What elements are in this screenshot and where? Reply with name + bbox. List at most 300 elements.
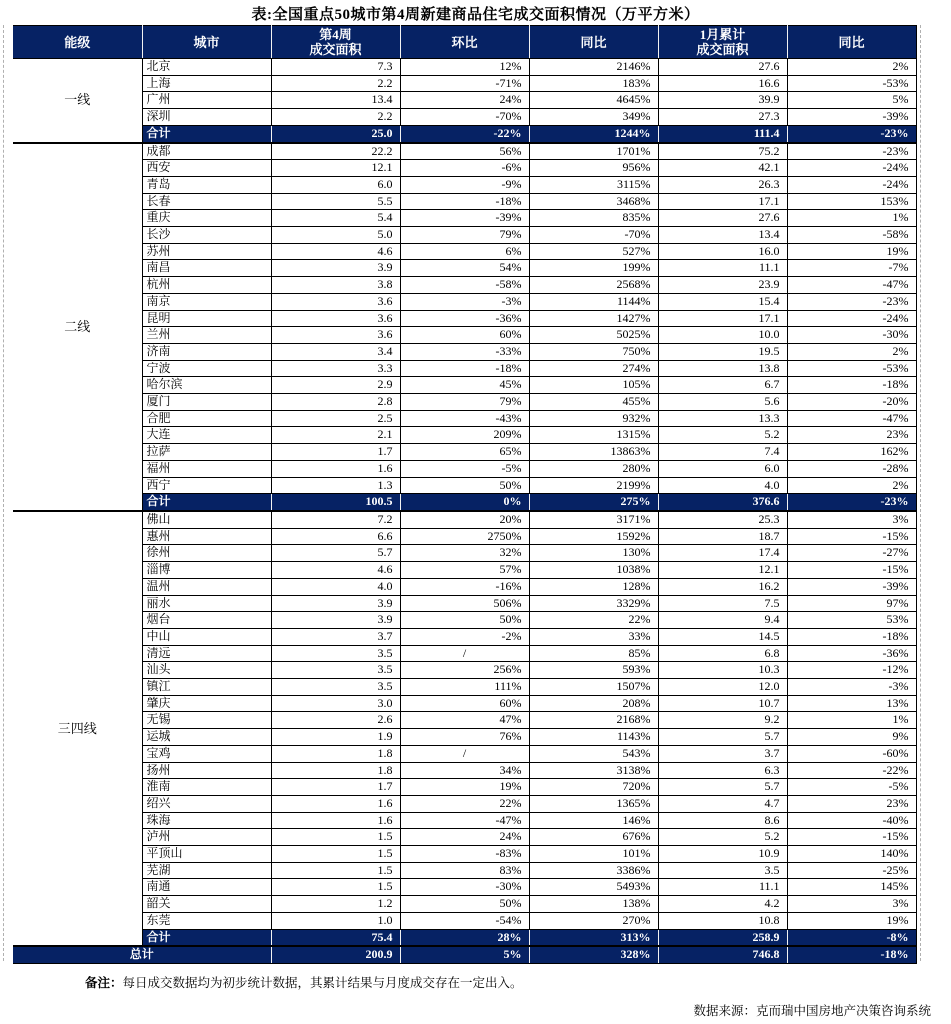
cum-yoy-cell: 1% (787, 712, 916, 729)
week-area-cell: 22.2 (271, 143, 400, 160)
yoy-cell: 3329% (529, 595, 658, 612)
yoy-cell: 280% (529, 460, 658, 477)
wow-cell: -39% (400, 210, 529, 227)
cum-area-cell: 5.7 (658, 779, 787, 796)
cum-yoy-cell: 5% (787, 92, 916, 109)
table-row (13, 427, 916, 444)
yoy-cell: 3386% (529, 862, 658, 879)
week-area-cell: 1.5 (271, 846, 400, 863)
table-row (13, 779, 916, 796)
grand-total-wow-cell: 5% (400, 946, 529, 963)
wow-cell: 47% (400, 712, 529, 729)
week-area-cell: 1.7 (271, 444, 400, 461)
cum-yoy-cell: -20% (787, 394, 916, 411)
city-cell: 温州 (142, 578, 271, 595)
wow-cell: 24% (400, 92, 529, 109)
cum-yoy-cell: 3% (787, 511, 916, 528)
wow-cell: -2% (400, 628, 529, 645)
wow-cell: 19% (400, 779, 529, 796)
week-area-cell: 13.4 (271, 92, 400, 109)
city-cell: 广州 (142, 92, 271, 109)
wow-cell: 79% (400, 227, 529, 244)
yoy-cell: 2199% (529, 477, 658, 494)
cum-yoy-cell: 153% (787, 193, 916, 210)
city-cell: 厦门 (142, 394, 271, 411)
cum-yoy-cell: 2% (787, 477, 916, 494)
table-row (13, 243, 916, 260)
city-cell: 淄博 (142, 562, 271, 579)
wow-cell: 50% (400, 612, 529, 629)
city-cell: 长沙 (142, 227, 271, 244)
yoy-cell: 146% (529, 812, 658, 829)
cum-yoy-cell: -39% (787, 109, 916, 126)
grand-total-label: 总计 (13, 946, 271, 963)
week-area-cell: 5.7 (271, 545, 400, 562)
table-row (13, 862, 916, 879)
cum-area-cell: 19.5 (658, 343, 787, 360)
wow-cell: 506% (400, 595, 529, 612)
yoy-cell: 199% (529, 260, 658, 277)
cum-area-cell: 5.2 (658, 427, 787, 444)
grand-total-row (13, 946, 916, 963)
table-row (13, 795, 916, 812)
wow-cell: / (400, 745, 529, 762)
yoy-cell: 3115% (529, 176, 658, 193)
subtotal-cum-area-cell: 258.9 (658, 929, 787, 946)
city-cell: 肇庆 (142, 695, 271, 712)
week-area-cell: 1.6 (271, 795, 400, 812)
week-area-cell: 2.8 (271, 394, 400, 411)
header-week-area-line2: 成交面积 (309, 42, 362, 57)
week-area-cell: 1.5 (271, 829, 400, 846)
week-area-cell: 2.5 (271, 410, 400, 427)
week-area-cell: 4.6 (271, 562, 400, 579)
table-row (13, 477, 916, 494)
yoy-cell: 138% (529, 896, 658, 913)
header-week-area (271, 26, 400, 59)
table-row (13, 595, 916, 612)
table-row (13, 160, 916, 177)
week-area-cell: 3.5 (271, 645, 400, 662)
cum-yoy-cell: 3% (787, 896, 916, 913)
subtotal-wow-cell: 0% (400, 494, 529, 511)
cum-area-cell: 5.7 (658, 729, 787, 746)
cum-area-cell: 3.7 (658, 745, 787, 762)
week-area-cell: 5.0 (271, 227, 400, 244)
subtotal-cum-yoy-cell: -23% (787, 125, 916, 142)
table-row (13, 879, 916, 896)
city-cell: 长春 (142, 193, 271, 210)
cum-yoy-cell: 2% (787, 59, 916, 76)
cum-yoy-cell: -15% (787, 528, 916, 545)
table-row (13, 75, 916, 92)
yoy-cell: 2168% (529, 712, 658, 729)
cum-area-cell: 5.6 (658, 394, 787, 411)
cum-area-cell: 42.1 (658, 160, 787, 177)
cum-area-cell: 15.4 (658, 293, 787, 310)
cum-area-cell: 16.2 (658, 578, 787, 595)
wow-cell: 50% (400, 477, 529, 494)
wow-cell: -6% (400, 160, 529, 177)
wow-cell: -70% (400, 109, 529, 126)
week-area-cell: 3.6 (271, 293, 400, 310)
wow-cell: 54% (400, 260, 529, 277)
wow-cell: -47% (400, 812, 529, 829)
header-week-area-line1: 第4周 (319, 27, 352, 42)
wow-cell: -58% (400, 277, 529, 294)
table-row (13, 829, 916, 846)
wow-cell: 209% (400, 427, 529, 444)
city-cell: 深圳 (142, 109, 271, 126)
cum-yoy-cell: 2% (787, 343, 916, 360)
yoy-cell: 593% (529, 662, 658, 679)
city-cell: 南昌 (142, 260, 271, 277)
city-cell: 南通 (142, 879, 271, 896)
grand-total-yoy-cell: 328% (529, 946, 658, 963)
yoy-cell: 1315% (529, 427, 658, 444)
cum-area-cell: 16.6 (658, 75, 787, 92)
yoy-cell: 101% (529, 846, 658, 863)
cum-yoy-cell: -53% (787, 360, 916, 377)
week-area-cell: 3.7 (271, 628, 400, 645)
table-row (13, 846, 916, 863)
wow-cell: -30% (400, 879, 529, 896)
week-area-cell: 1.6 (271, 812, 400, 829)
cum-yoy-cell: -23% (787, 293, 916, 310)
wow-cell: 34% (400, 762, 529, 779)
city-cell: 哈尔滨 (142, 377, 271, 394)
city-cell: 烟台 (142, 612, 271, 629)
yoy-cell: 1365% (529, 795, 658, 812)
tier-cell: 一线 (13, 59, 142, 143)
cum-yoy-cell: -15% (787, 562, 916, 579)
cum-yoy-cell: 23% (787, 795, 916, 812)
cum-yoy-cell: -27% (787, 545, 916, 562)
city-cell: 中山 (142, 628, 271, 645)
city-cell: 大连 (142, 427, 271, 444)
table-row (13, 59, 916, 76)
cum-yoy-cell: -5% (787, 779, 916, 796)
cum-yoy-cell: -3% (787, 679, 916, 696)
week-area-cell: 3.8 (271, 277, 400, 294)
table-row (13, 109, 916, 126)
yoy-cell: 932% (529, 410, 658, 427)
wow-cell: 60% (400, 695, 529, 712)
yoy-cell: 1507% (529, 679, 658, 696)
header-cum-area-line1: 1月累计 (699, 27, 746, 42)
yoy-cell: 130% (529, 545, 658, 562)
yoy-cell: 527% (529, 243, 658, 260)
wow-cell: -18% (400, 193, 529, 210)
yoy-cell: 835% (529, 210, 658, 227)
wow-cell: 76% (400, 729, 529, 746)
cum-area-cell: 39.9 (658, 92, 787, 109)
wow-cell: 2750% (400, 528, 529, 545)
table-row (13, 394, 916, 411)
cum-yoy-cell: -39% (787, 578, 916, 595)
cum-area-cell: 12.0 (658, 679, 787, 696)
cum-yoy-cell: 9% (787, 729, 916, 746)
cum-area-cell: 3.5 (658, 862, 787, 879)
table-header (13, 26, 916, 59)
table-row (13, 679, 916, 696)
city-cell: 福州 (142, 460, 271, 477)
cum-area-cell: 10.9 (658, 846, 787, 863)
cum-yoy-cell: -24% (787, 310, 916, 327)
cum-area-cell: 17.4 (658, 545, 787, 562)
wow-cell: 79% (400, 394, 529, 411)
week-area-cell: 4.6 (271, 243, 400, 260)
yoy-cell: 183% (529, 75, 658, 92)
yoy-cell: 274% (529, 360, 658, 377)
cum-yoy-cell: -15% (787, 829, 916, 846)
subtotal-cum-area-cell: 111.4 (658, 125, 787, 142)
cum-area-cell: 23.9 (658, 277, 787, 294)
cum-area-cell: 4.7 (658, 795, 787, 812)
city-cell: 丽水 (142, 595, 271, 612)
cum-area-cell: 16.0 (658, 243, 787, 260)
wow-cell: -3% (400, 293, 529, 310)
table-row (13, 712, 916, 729)
cum-yoy-cell: -25% (787, 862, 916, 879)
yoy-cell: 1701% (529, 143, 658, 160)
subtotal-cum-yoy-cell: -8% (787, 929, 916, 946)
tier-cell: 二线 (13, 143, 142, 511)
yoy-cell: 2568% (529, 277, 658, 294)
city-cell: 宝鸡 (142, 745, 271, 762)
subtotal-cum-yoy-cell: -23% (787, 494, 916, 511)
week-area-cell: 2.2 (271, 75, 400, 92)
table-row (13, 260, 916, 277)
table-row (13, 410, 916, 427)
table-row (13, 92, 916, 109)
table-row (13, 277, 916, 294)
cum-yoy-cell: -47% (787, 277, 916, 294)
header-cum-area-line2: 成交面积 (696, 42, 749, 57)
week-area-cell: 12.1 (271, 160, 400, 177)
wow-cell: 56% (400, 143, 529, 160)
yoy-cell: 22% (529, 612, 658, 629)
table-row (13, 360, 916, 377)
wow-cell: -83% (400, 846, 529, 863)
cum-area-cell: 17.1 (658, 193, 787, 210)
cum-yoy-cell: 19% (787, 243, 916, 260)
table-row (13, 327, 916, 344)
cum-area-cell: 8.6 (658, 812, 787, 829)
week-area-cell: 5.4 (271, 210, 400, 227)
wow-cell: 111% (400, 679, 529, 696)
cum-yoy-cell: -7% (787, 260, 916, 277)
subtotal-row (13, 929, 916, 946)
wow-cell: 12% (400, 59, 529, 76)
header-cum-area (658, 26, 787, 59)
week-area-cell: 3.4 (271, 343, 400, 360)
week-area-cell: 1.8 (271, 745, 400, 762)
table-row (13, 562, 916, 579)
wow-cell: -5% (400, 460, 529, 477)
cum-area-cell: 27.6 (658, 59, 787, 76)
cum-area-cell: 13.4 (658, 227, 787, 244)
cum-yoy-cell: -30% (787, 327, 916, 344)
cum-yoy-cell: -12% (787, 662, 916, 679)
cum-area-cell: 18.7 (658, 528, 787, 545)
week-area-cell: 5.5 (271, 193, 400, 210)
week-area-cell: 1.9 (271, 729, 400, 746)
city-cell: 昆明 (142, 310, 271, 327)
cum-yoy-cell: -22% (787, 762, 916, 779)
grand-total-week-area-cell: 200.9 (271, 946, 400, 963)
table-row (13, 545, 916, 562)
week-area-cell: 3.0 (271, 695, 400, 712)
week-area-cell: 1.5 (271, 879, 400, 896)
table-row (13, 762, 916, 779)
cum-area-cell: 7.4 (658, 444, 787, 461)
week-area-cell: 4.0 (271, 578, 400, 595)
cum-area-cell: 10.7 (658, 695, 787, 712)
table-row (13, 812, 916, 829)
yoy-cell: 349% (529, 109, 658, 126)
city-cell: 佛山 (142, 511, 271, 528)
yoy-cell: 455% (529, 394, 658, 411)
yoy-cell: 3468% (529, 193, 658, 210)
cum-area-cell: 6.7 (658, 377, 787, 394)
cum-area-cell: 25.3 (658, 511, 787, 528)
city-cell: 泸州 (142, 829, 271, 846)
cum-area-cell: 11.1 (658, 260, 787, 277)
yoy-cell: 3171% (529, 511, 658, 528)
yoy-cell: 750% (529, 343, 658, 360)
week-area-cell: 3.6 (271, 327, 400, 344)
wow-cell: -33% (400, 343, 529, 360)
yoy-cell: 676% (529, 829, 658, 846)
week-area-cell: 1.6 (271, 460, 400, 477)
subtotal-wow-cell: -22% (400, 125, 529, 142)
wow-cell: -71% (400, 75, 529, 92)
table-row (13, 896, 916, 913)
cum-area-cell: 10.3 (658, 662, 787, 679)
subtotal-yoy-cell: 1244% (529, 125, 658, 142)
wow-cell: -36% (400, 310, 529, 327)
cum-area-cell: 75.2 (658, 143, 787, 160)
table-row (13, 310, 916, 327)
week-area-cell: 3.9 (271, 595, 400, 612)
grand-total-cum-yoy-cell: -18% (787, 946, 916, 963)
city-cell: 珠海 (142, 812, 271, 829)
wow-cell: -18% (400, 360, 529, 377)
table-row (13, 628, 916, 645)
header-wow: 环比 (400, 26, 529, 59)
cum-yoy-cell: 19% (787, 912, 916, 929)
city-cell: 清远 (142, 645, 271, 662)
city-cell: 上海 (142, 75, 271, 92)
header-city: 城市 (142, 26, 271, 59)
table-row (13, 460, 916, 477)
week-area-cell: 7.3 (271, 59, 400, 76)
table-row (13, 511, 916, 528)
footnote-label: 备注： (85, 976, 123, 990)
table-row (13, 377, 916, 394)
city-cell: 平顶山 (142, 846, 271, 863)
wow-cell: 50% (400, 896, 529, 913)
city-cell: 韶关 (142, 896, 271, 913)
table-row (13, 612, 916, 629)
cum-yoy-cell: -18% (787, 628, 916, 645)
table-row (13, 695, 916, 712)
table-row (13, 729, 916, 746)
page-title: 表:全国重点50城市第4周新建商品住宅成交面积情况（万平方米） (251, 7, 700, 23)
table-row (13, 662, 916, 679)
cum-area-cell: 5.2 (658, 829, 787, 846)
cum-yoy-cell: 145% (787, 879, 916, 896)
week-area-cell: 3.5 (271, 662, 400, 679)
cum-area-cell: 7.5 (658, 595, 787, 612)
week-area-cell: 3.9 (271, 612, 400, 629)
week-area-cell: 1.2 (271, 896, 400, 913)
week-area-cell: 6.6 (271, 528, 400, 545)
cum-yoy-cell: 140% (787, 846, 916, 863)
page-break-line-left (3, 25, 4, 961)
cum-yoy-cell: -18% (787, 377, 916, 394)
wow-cell: / (400, 645, 529, 662)
cum-area-cell: 6.3 (658, 762, 787, 779)
wow-cell: 20% (400, 511, 529, 528)
city-cell: 芜湖 (142, 862, 271, 879)
cum-area-cell: 26.3 (658, 176, 787, 193)
city-cell: 西宁 (142, 477, 271, 494)
city-cell: 宁波 (142, 360, 271, 377)
wow-cell: 57% (400, 562, 529, 579)
table-row (13, 193, 916, 210)
tier-cell: 三四线 (13, 511, 142, 946)
city-cell: 扬州 (142, 762, 271, 779)
yoy-cell: 105% (529, 377, 658, 394)
wow-cell: 83% (400, 862, 529, 879)
cum-yoy-cell: -60% (787, 745, 916, 762)
header-row (13, 26, 916, 59)
cum-area-cell: 6.0 (658, 460, 787, 477)
city-cell: 成都 (142, 143, 271, 160)
cum-area-cell: 27.3 (658, 109, 787, 126)
yoy-cell: -70% (529, 227, 658, 244)
week-area-cell: 1.8 (271, 762, 400, 779)
table-body (13, 59, 916, 964)
week-area-cell: 1.7 (271, 779, 400, 796)
cum-yoy-cell: 97% (787, 595, 916, 612)
yoy-cell: 3138% (529, 762, 658, 779)
table-row (13, 444, 916, 461)
footnote-text: 每日成交数据均为初步统计数据，其累计结果与月度成交存在一定出入。 (122, 976, 523, 990)
wow-cell: -43% (400, 410, 529, 427)
cum-yoy-cell: -47% (787, 410, 916, 427)
yoy-cell: 208% (529, 695, 658, 712)
table-row (13, 645, 916, 662)
wow-cell: 60% (400, 327, 529, 344)
city-cell: 济南 (142, 343, 271, 360)
week-area-cell: 3.9 (271, 260, 400, 277)
yoy-cell: 270% (529, 912, 658, 929)
cum-area-cell: 12.1 (658, 562, 787, 579)
city-cell: 北京 (142, 59, 271, 76)
table-row (13, 176, 916, 193)
week-area-cell: 3.6 (271, 310, 400, 327)
yoy-cell: 1592% (529, 528, 658, 545)
yoy-cell: 1427% (529, 310, 658, 327)
subtotal-week-area-cell: 25.0 (271, 125, 400, 142)
data-source: 数据来源：克而瑞中国房地产决策咨询系统 (693, 1004, 931, 1018)
wow-cell: -54% (400, 912, 529, 929)
grand-total-cum-area-cell: 746.8 (658, 946, 787, 963)
wow-cell: -16% (400, 578, 529, 595)
